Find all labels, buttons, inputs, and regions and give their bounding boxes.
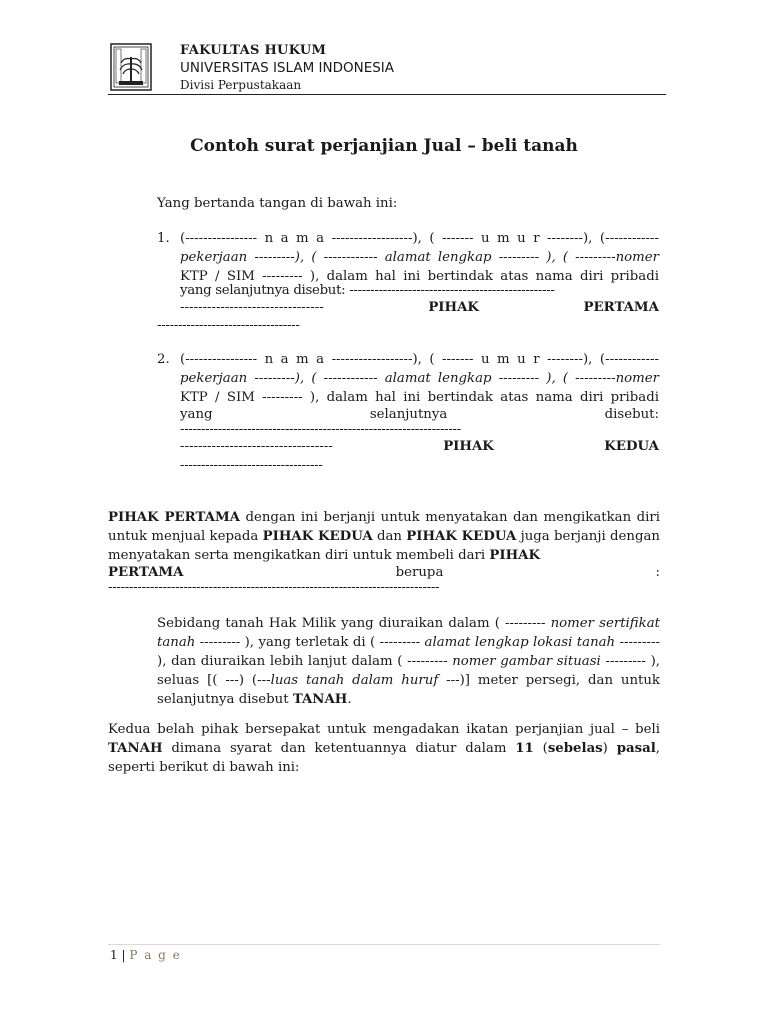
p2-text-4: --------- ), seluas [( ---) (--- [157,654,660,688]
p3-text-3: , seperti berikut di bawah ini: [108,741,660,775]
p1-pihak-kedua-1: PIHAK KEDUA [262,529,373,544]
p2-text-1: Sebidang tanah Hak Milik yang diuraikan dalam ( --------- [157,616,551,631]
item-2-party-dashes: ---------------------------------- [180,439,333,454]
p3-tanah: TANAH [108,741,163,756]
p3-text-2: dimana syarat dan ketentuannya diatur dalam [162,741,516,756]
faculty-name: FAKULTAS HUKUM [180,43,327,58]
p3-text-1: Kedua belah pihak bersepakat untuk mengadakan ikatan perjanjian jual – beli [108,722,660,737]
p2-situation-drawing-number: nomer gambar situasi [452,654,601,669]
p2-land-area-words: luas tanah dalam huruf [270,673,439,688]
p2-land-address: alamat lengkap lokasi tanah [424,635,616,650]
item-2-word-selanjutnya: selanjutnya [369,407,448,422]
item-2-line-2 [180,369,659,388]
p2-text-3: --------- ), dan diuraikan lebih lanjut dalam ( --------- [157,635,660,669]
p3-paren-open: ( [533,741,548,756]
item-2-party-row [180,437,659,456]
item-1-line-2-text: pekerjaan ---------), ( ------------ alamat lengkap --------- ), ( ---------nomer [180,250,659,265]
p1-pertama: PERTAMA [108,565,184,580]
p3-pasal: pasal [616,741,656,756]
paragraph-parties [108,508,660,565]
item-2-line-7: ---------------------------------- [180,458,323,473]
p2-text-5: ---)] meter persegi, dan untuk selanjutnya disebut [157,673,660,707]
p1-text-3: juga berjanji dengan menyatakan serta mengikatkan diri untuk membeli dari [108,529,660,563]
page-separator: | [117,948,130,962]
paragraph-land-description [157,614,660,709]
item-2-party-role: KEDUA [604,439,659,454]
division-name: Divisi Perpustakaan [180,78,302,92]
p1-colon: : [655,565,660,580]
page-number: 1 [110,948,118,962]
page-footer [110,948,181,962]
item-1-party-dashes: -------------------------------- [180,300,324,315]
item-2-word-disebut: disebut: [604,407,659,422]
footer-divider [108,944,660,945]
item-2-party-label: PIHAK [443,439,494,454]
item-2-line-1-text: (---------------- n a m a ------------------), ( ------- u m u r --------), (------------ [180,352,659,367]
item-2-word-yang: yang [180,407,213,422]
item-2-line-5: ------------------------------------------------------------------- [180,422,461,437]
p3-paren-close: ) [602,741,617,756]
p1-pihak: PIHAK [489,548,541,563]
header-divider [108,94,666,95]
item-1-line-2 [180,248,659,267]
item-1-line-1-text: (---------------- n a m a ------------------), ( ------- u m u r --------), (------------ [180,231,659,246]
p2-period: . [347,692,352,707]
p3-number: 11 [515,741,534,756]
item-2-line-2-text: pekerjaan ---------), ( ------------ alamat lengkap --------- ), ( ---------nomer [180,371,659,386]
document-title: Contoh surat perjanjian Jual – beli tanah [190,136,578,156]
item-1-party-label: PIHAK [428,300,479,315]
p2-text-2: --------- ), yang terletak di ( --------- [195,635,425,650]
p1-dashes: ------------------------------------------------------------------------------- [108,580,440,595]
university-name: UNIVERSITAS ISLAM INDONESIA [180,60,395,76]
paragraph-agreement [108,720,660,777]
p1-text-2: dan [372,529,407,544]
item-2-line-1 [180,350,659,369]
p1-berupa: berupa [395,565,444,580]
item-1-party-role: PERTAMA [583,300,659,315]
intro-text: Yang bertanda tangan di bawah ini: [157,196,398,211]
p3-sebelas: sebelas [547,741,603,756]
university-logo [110,43,152,91]
item-1-line-4: yang selanjutnya disebut: ------------------------------------------------- [180,283,555,298]
item-2-number: 2. [157,352,170,367]
item-1-party-row [180,298,659,317]
p2-tanah: TANAH [292,692,348,707]
item-1-line-3-text: KTP / SIM --------- ), dalam hal ini bertindak atas nama diri pribadi [180,269,659,284]
p1-pihak-pertama: PIHAK PERTAMA [108,510,241,525]
item-1-line-1 [180,229,659,248]
item-1-number: 1. [157,231,170,246]
page-label: P a g e [129,948,182,962]
item-2-line-3-text: KTP / SIM --------- ), dalam hal ini bertindak atas nama diri pribadi [180,390,659,405]
p2-certificate-number: nomer sertifikat tanah [157,616,660,650]
p1-pihak-kedua-2: PIHAK KEDUA [406,529,517,544]
item-1-line-6: ---------------------------------- [157,318,300,333]
p1-text-1: dengan ini berjanji untuk menyatakan dan mengikatkan diri untuk menjual kepada [108,510,660,544]
